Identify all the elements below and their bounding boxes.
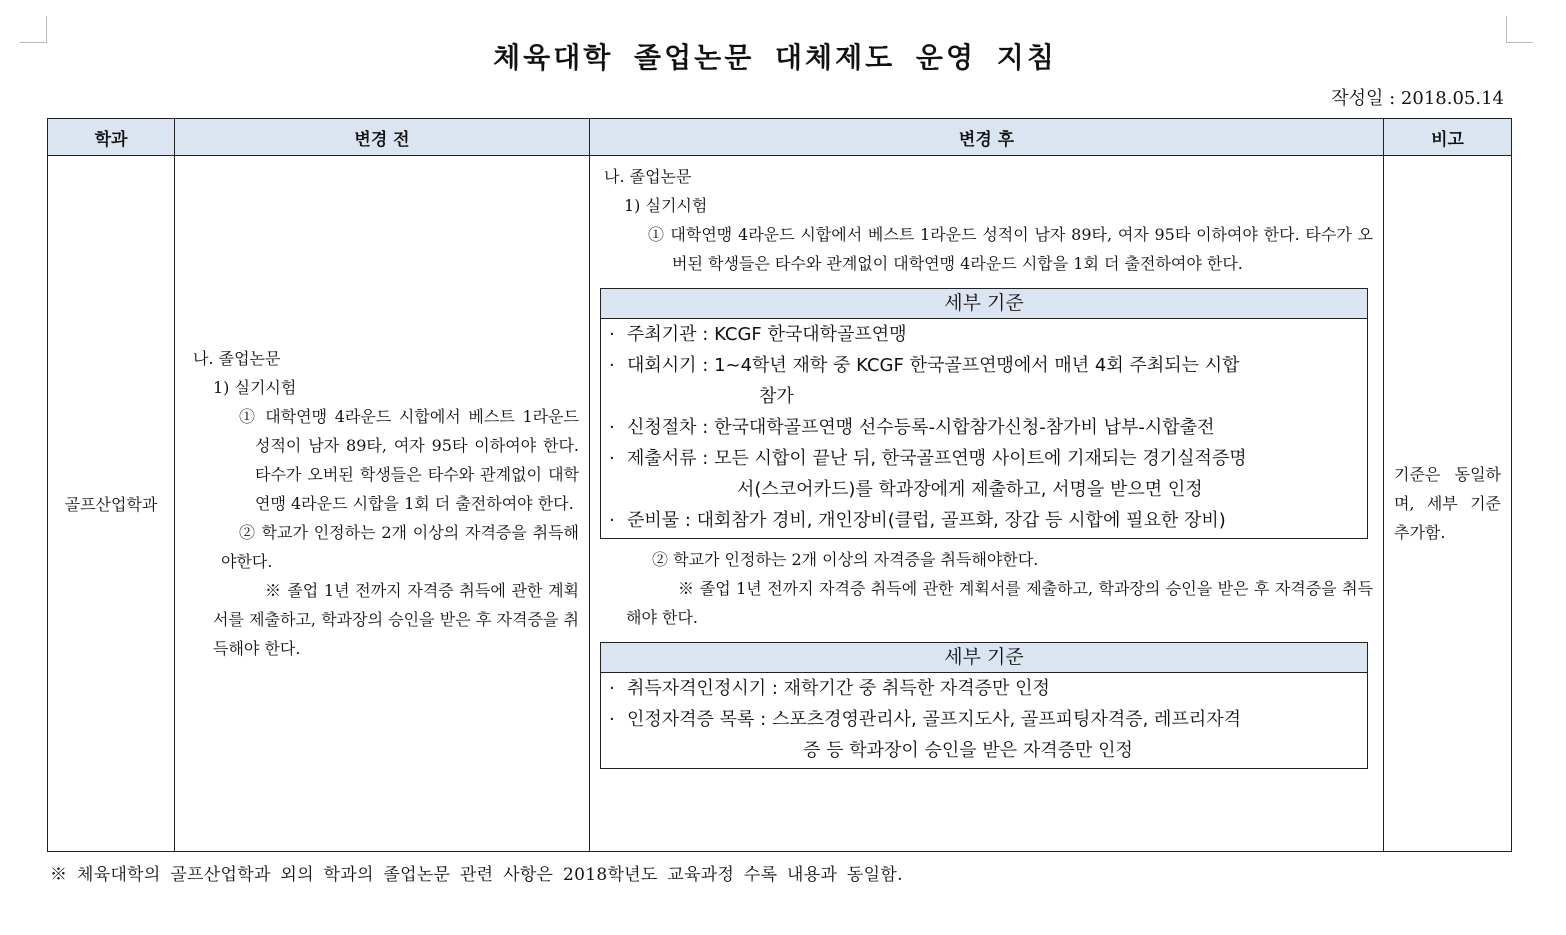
detail-text: 스포츠경영관리사, 골프지도사, 골프피팅자격증, 레프리자격: [771, 709, 1241, 730]
detail-text: 한국대학골프연맹 선수등록-시합참가신청-참가비 납부-시합출전: [714, 417, 1215, 438]
detail-criteria-box-1: [600, 288, 1368, 539]
bullet-dot-icon: ·: [609, 678, 615, 699]
remarks-cell: [1384, 156, 1512, 852]
detail-text: KCGF 한국대학골프연맹: [714, 324, 907, 345]
header-department: 학과: [48, 119, 175, 156]
list-item: [609, 350, 1357, 412]
list-item: [609, 319, 1357, 350]
list-item: [609, 673, 1357, 704]
detail-criteria-box-2: [600, 642, 1368, 769]
list-item: [609, 443, 1357, 505]
bullet-dot-icon: ·: [609, 448, 615, 469]
detail-label: 주최기관 :: [627, 324, 715, 345]
table-header-row: [48, 119, 1512, 156]
detail-text: 1~4학년 재학 중 KCGF 한국골프연맹에서 매년 4회 주최되는 시합: [714, 355, 1240, 376]
detail-criteria-title-2: 세부 기준: [601, 643, 1367, 673]
table-row: [48, 156, 1512, 852]
document-date: 작성일 : 2018.05.14: [1331, 88, 1504, 109]
before-item-2: ② 학교가 인정하는 2개 이상의 자격증을 취득해야한다.: [221, 523, 579, 571]
document-title: 체육대학 졸업논문 대체제도 운영 지침: [493, 41, 1057, 74]
header-before: 변경 전: [175, 119, 590, 156]
bullet-dot-icon: ·: [609, 417, 615, 438]
detail-continuation: 참가: [759, 386, 794, 407]
after-item-1: ① 대학연맹 4라운드 시합에서 베스트 1라운드 성적이 남자 89타, 여자 95타 이하여야 한다. 타수가 오버된 학생들은 타수와 관계없이 대학연맹 4라운드 시합을 1회 더 출전하여야 한다.: [648, 225, 1373, 273]
header-after: 변경 후: [590, 119, 1384, 156]
detail-criteria-title-1: 세부 기준: [601, 289, 1367, 319]
list-item: [609, 505, 1357, 536]
before-heading: 나. 졸업논문: [193, 349, 281, 368]
bullet-dot-icon: ·: [609, 324, 615, 345]
before-subheading: 1) 실기시험: [213, 378, 297, 397]
after-item-2: ② 학교가 인정하는 2개 이상의 자격증을 취득해야한다.: [652, 550, 1039, 569]
bullet-dot-icon: ·: [609, 709, 615, 730]
detail-continuation: 서(스코어카드)를 학과장에게 제출하고, 서명을 받으면 인정: [737, 479, 1203, 500]
before-cell: [175, 156, 590, 852]
before-item-1: ① 대학연맹 4라운드 시합에서 베스트 1라운드 성적이 남자 89타, 여자 95타 이하여야 한다. 타수가 오버된 학생들은 타수와 관계없이 대학연맹 4라운드 시합을 1회 더 출전하여야 한다.: [239, 407, 579, 513]
header-remarks: 비고: [1384, 119, 1512, 156]
detail-text: 대회참가 경비, 개인장비(클럽, 골프화, 장갑 등 시합에 필요한 장비): [696, 510, 1226, 531]
after-subheading: 1) 실기시험: [624, 196, 708, 215]
detail-label: 신청절차 :: [627, 417, 715, 438]
bullet-dot-icon: ·: [609, 355, 615, 376]
detail-label: 대회시기 :: [627, 355, 715, 376]
footer-note: ※ 체육대학의 골프산업학과 외의 학과의 졸업논문 관련 사항은 2018학년도 교육과정 수록 내용과 동일함.: [50, 865, 903, 885]
detail-text: 재학기간 중 취득한 자격증만 인정: [783, 678, 1050, 699]
detail-continuation: 증 등 학과장이 승인을 받은 자격증만 인정: [803, 740, 1133, 761]
guideline-table: [47, 118, 1512, 852]
detail-text: 모든 시합이 끝난 뒤, 한국골프연맹 사이트에 기재되는 경기실적증명: [714, 448, 1247, 469]
before-note: ※ 졸업 1년 전까지 자격증 취득에 관한 계획서를 제출하고, 학과장의 승인을 받은 후 자격증을 취득해야 한다.: [213, 581, 579, 658]
after-cell: [590, 156, 1384, 852]
after-note: ※ 졸업 1년 전까지 자격증 취득에 관한 계획서를 제출하고, 학과장의 승인을 받은 후 자격증을 취득해야 한다.: [626, 579, 1373, 627]
after-heading: 나. 졸업논문: [604, 167, 692, 186]
detail-label: 준비물 :: [627, 510, 697, 531]
detail-label: 취득자격인정시기 :: [627, 678, 784, 699]
detail-label: 제출서류 :: [627, 448, 715, 469]
detail-label: 인정자격증 목록 :: [627, 709, 772, 730]
remarks-text: 기준은 동일하며, 세부 기준 추가함.: [1394, 465, 1501, 542]
list-item: [609, 704, 1357, 766]
department-cell: 골프산업학과: [48, 156, 175, 852]
bullet-dot-icon: ·: [609, 510, 615, 531]
list-item: [609, 412, 1357, 443]
